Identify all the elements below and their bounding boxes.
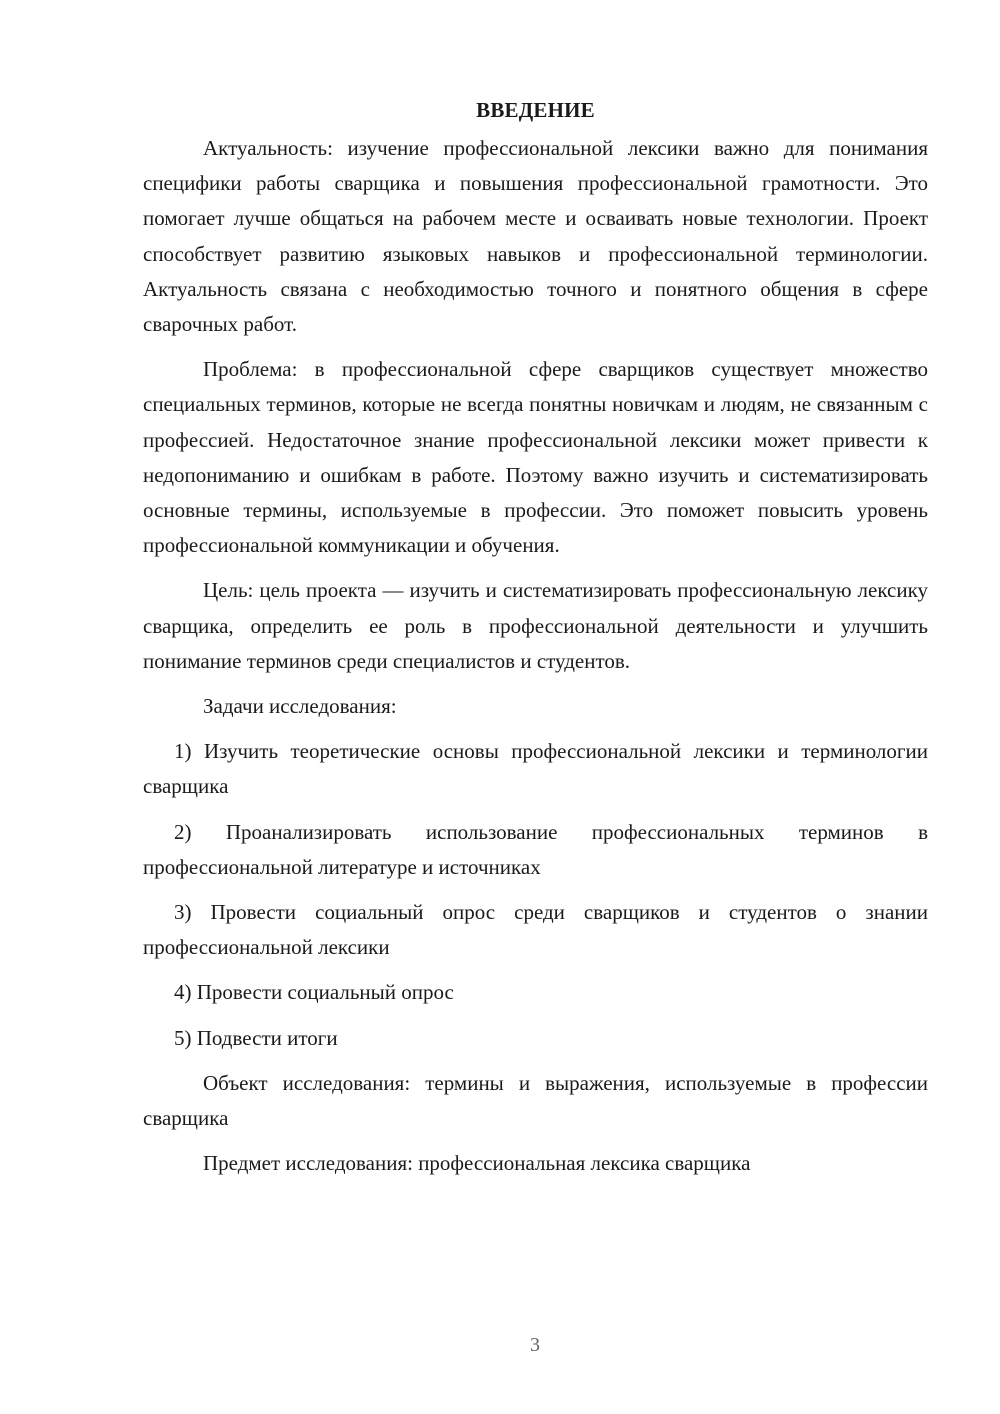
object-paragraph: Объект исследования: термины и выражения, используемые в профессии сварщика <box>143 1070 928 1131</box>
task-item: 2) Проанализировать использование профессиональных терминов в профессиональной литературе и источниках <box>143 819 928 879</box>
task-item: 4) Провести социальный опрос <box>174 980 454 1005</box>
relevance-paragraph: Актуальность: изучение профессиональной лексики важно для понимания специфики работы сварщика и повышения профессиональной грамотности. Это помогает лучше общаться на рабочем месте и осваивать новые технологии. Проект способствует развитию языковых навыков и профессиональной терминологии. Актуальность связана с необходимостью точного и понятного общения в сфере сварочных работ. <box>143 136 928 337</box>
tasks-heading: Задачи исследования: <box>203 694 397 719</box>
task-item: 3) Провести социальный опрос среди сварщиков и студентов о знании профессиональной лексики <box>143 900 928 960</box>
task-item: 5) Подвести итоги <box>174 1025 338 1050</box>
problem-paragraph: Проблема: в профессиональной сфере сварщиков существует множество специальных терминов, которые не всегда понятны новичкам и людям, не связанным с профессией. Недостаточное знание профессиональной лексики может привести к недопониманию и ошибкам в работе. Поэтому важно изучить и систематизировать основные термины, используемые в профессии. Это поможет повысить уровень профессиональной коммуникации и обучения. <box>143 357 928 558</box>
document-page <box>143 92 928 1191</box>
task-item: 1) Изучить теоретические основы профессиональной лексики и терминологии сварщика <box>143 739 928 799</box>
page-number: 3 <box>530 1334 540 1356</box>
section-heading: ВВЕДЕНИЕ <box>476 98 595 122</box>
subject-paragraph: Предмет исследования: профессиональная лексика сварщика <box>203 1151 751 1176</box>
goal-paragraph: Цель: цель проекта — изучить и систематизировать профессиональную лексику сварщика, определить ее роль в профессиональной деятельности и улучшить понимание терминов среди специалистов и студентов. <box>143 578 928 673</box>
